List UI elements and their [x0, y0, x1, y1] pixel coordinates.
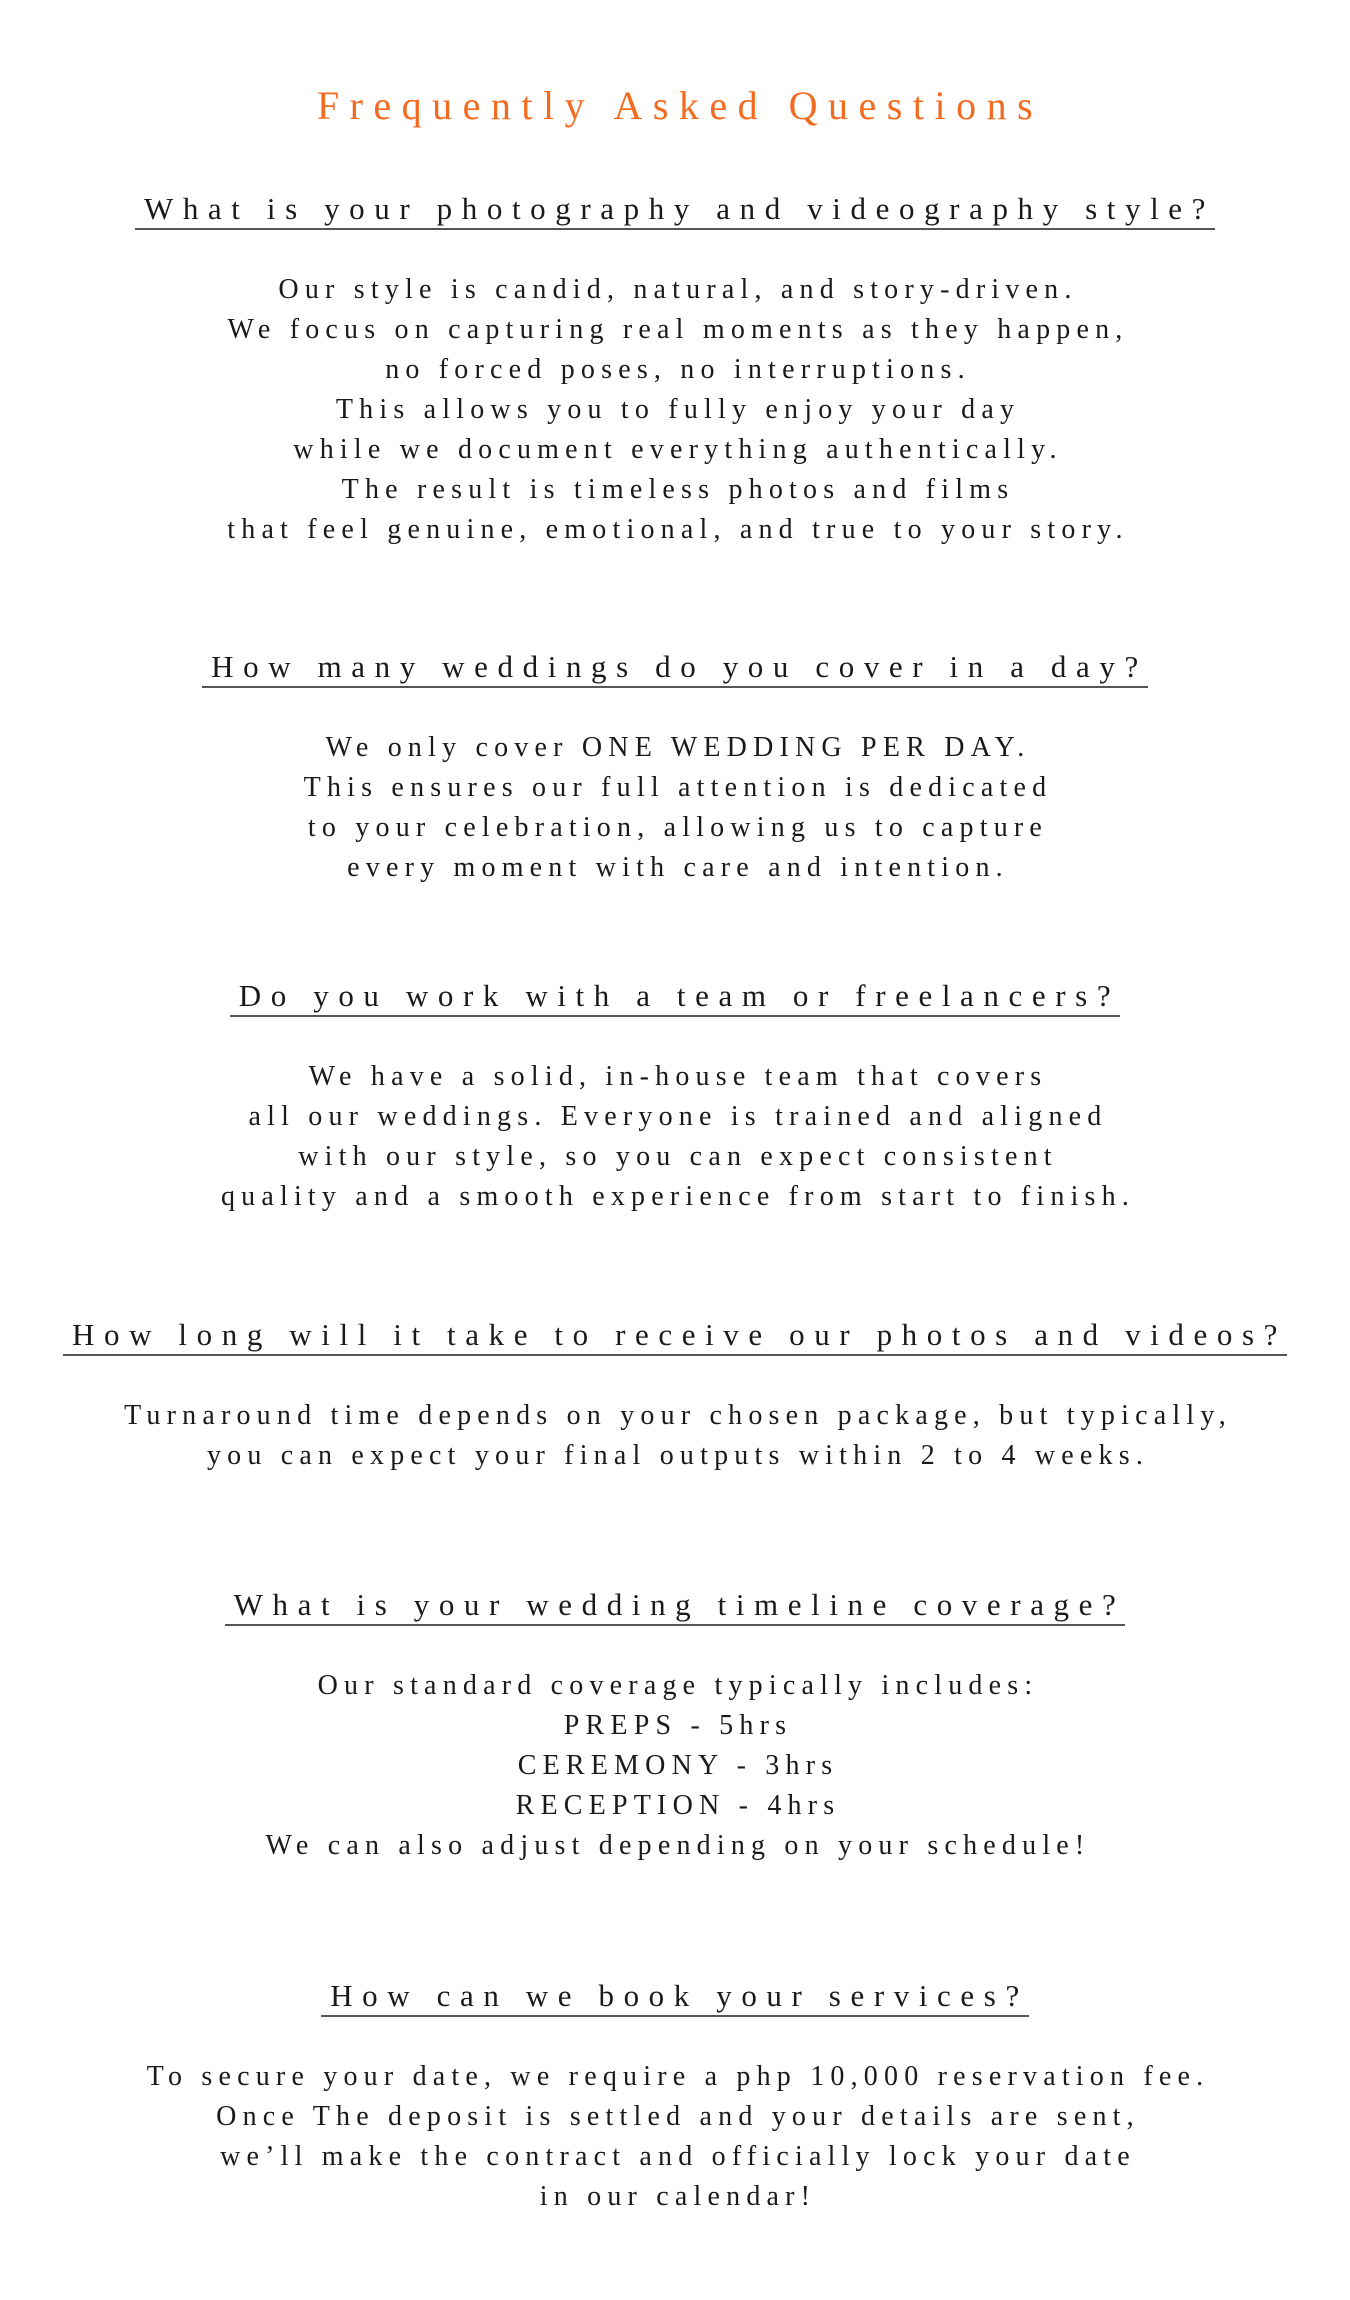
- answer-line: CEREMONY - 3hrs: [517, 1750, 839, 1781]
- faq-item-team: [0, 977, 1350, 1217]
- answer-line: RECEPTION - 4hrs: [515, 1790, 841, 1821]
- answer-line: in our calendar!: [539, 2181, 817, 2212]
- faq-question: What is your photography and videography style?: [135, 190, 1215, 230]
- faq-item-turnaround: [0, 1316, 1350, 1476]
- answer-line: This ensures our full attention is dedicated: [303, 772, 1053, 803]
- faq-item-timeline-coverage: [0, 1586, 1350, 1866]
- answer-line: This allows you to fully enjoy your day: [335, 394, 1021, 425]
- answer-line: We only cover ONE WEDDING PER DAY.: [325, 732, 1031, 763]
- answer-line: quality and a smooth experience from start to finish.: [220, 1181, 1136, 1212]
- answer-line: Turnaround time depends on your chosen package, but typically,: [124, 1400, 1232, 1431]
- faq-question: How many weddings do you cover in a day?: [202, 648, 1148, 688]
- answer-line: with our style, so you can expect consistent: [298, 1141, 1058, 1172]
- answer-line: we’ll make the contract and officially lock your date: [220, 2141, 1136, 2172]
- answer-line: you can expect your final outputs within 2 to 4 weeks.: [206, 1440, 1150, 1471]
- answer-line: We can also adjust depending on your schedule!: [265, 1830, 1091, 1861]
- faq-question: What is your wedding timeline coverage?: [225, 1586, 1126, 1626]
- answer-line: every moment with care and intention.: [347, 852, 1009, 883]
- answer-line: PREPS - 5hrs: [563, 1710, 793, 1741]
- answer-line: We have a solid, in-house team that covers: [308, 1061, 1048, 1092]
- faq-answer: [0, 1057, 1350, 1217]
- faq-answer: [0, 1666, 1350, 1866]
- faq-answer: [0, 1396, 1350, 1476]
- faq-answer: [0, 270, 1350, 550]
- faq-item-weddings-per-day: [0, 648, 1350, 888]
- faq-question: How can we book your services?: [321, 1977, 1029, 2017]
- answer-line: no forced poses, no interruptions.: [385, 354, 971, 385]
- faq-answer: [0, 728, 1350, 888]
- faq-item-booking: [0, 1977, 1350, 2217]
- faq-answer: [0, 2057, 1350, 2217]
- answer-line: all our weddings. Everyone is trained and aligned: [248, 1101, 1108, 1132]
- answer-line: Our standard coverage typically includes:: [317, 1670, 1039, 1701]
- answer-line: We focus on capturing real moments as they happen,: [227, 314, 1129, 345]
- faq-question: How long will it take to receive our photos and videos?: [63, 1316, 1287, 1356]
- answer-line: To secure your date, we require a php 10,000 reservation fee.: [146, 2061, 1210, 2092]
- faq-question: Do you work with a team or freelancers?: [230, 977, 1120, 1017]
- answer-line: while we document everything authentically.: [293, 434, 1063, 465]
- answer-line: to your celebration, allowing us to capture: [307, 812, 1049, 843]
- answer-line: Our style is candid, natural, and story-driven.: [278, 274, 1078, 305]
- answer-line: that feel genuine, emotional, and true to your story.: [227, 514, 1129, 545]
- answer-line: The result is timeless photos and films: [341, 474, 1015, 505]
- answer-line: Once The deposit is settled and your details are sent,: [216, 2101, 1140, 2132]
- faq-item-photography-style: [0, 190, 1350, 550]
- page-title: Frequently Asked Questions: [316, 83, 1044, 128]
